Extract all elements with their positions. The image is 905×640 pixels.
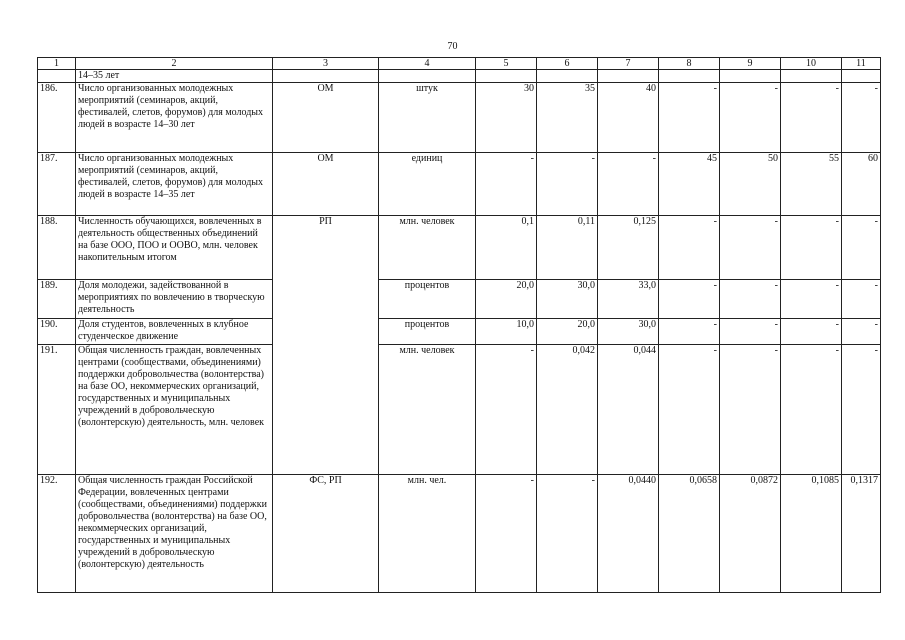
unit-cell: млн. человек [379, 345, 476, 475]
value-cell [720, 70, 781, 83]
value-cell: - [842, 319, 881, 345]
page-number: 70 [447, 41, 458, 52]
table-row [38, 70, 881, 83]
unit-cell: процентов [379, 280, 476, 319]
value-cell: 10,0 [476, 319, 537, 345]
source-cell: РП [273, 216, 379, 280]
value-cell: 35 [537, 83, 598, 153]
indicator-name: Доля молодежи, задействованной в мероприятиях по вовлечению в творческую деятельность [76, 280, 273, 319]
row-number: 192. [38, 475, 76, 593]
source-cell [273, 70, 379, 83]
value-cell: 55 [781, 153, 842, 216]
value-cell: - [476, 475, 537, 593]
value-cell: - [659, 345, 720, 475]
value-cell: - [781, 319, 842, 345]
value-cell: 20,0 [476, 280, 537, 319]
value-cell: 0,0658 [659, 475, 720, 593]
unit-cell: штук [379, 83, 476, 153]
header-cell: 4 [379, 58, 476, 70]
indicator-name: Число организованных молодежных мероприятий (семинаров, акций, фестивалей, слетов, форумов) для молодых людей в возрасте 14–35 лет [76, 153, 273, 216]
unit-cell: млн. человек [379, 216, 476, 280]
table-row [38, 319, 881, 345]
source-cell [273, 280, 379, 319]
indicator-name: Общая численность граждан Российской Федерации, вовлеченных центрами (сообществами, объединениями) поддержки добровольчества (волонтерства) на базе ОО, некоммерческих организаций, государственных и муниципальных учреждений в добровольческую (волонтерскую) деятельность [76, 475, 273, 593]
table-row [38, 475, 881, 593]
table-row [38, 216, 881, 280]
value-cell: - [842, 216, 881, 280]
row-number: 186. [38, 83, 76, 153]
header-row [38, 58, 881, 70]
header-cell: 11 [842, 58, 881, 70]
indicator-name: Доля студентов, вовлеченных в клубное студенческое движение [76, 319, 273, 345]
value-cell: - [781, 83, 842, 153]
value-cell [842, 70, 881, 83]
header-cell: 3 [273, 58, 379, 70]
table-row [38, 345, 881, 475]
header-cell: 7 [598, 58, 659, 70]
value-cell: - [537, 153, 598, 216]
value-cell: 30 [476, 83, 537, 153]
value-cell: - [659, 216, 720, 280]
value-cell: - [720, 345, 781, 475]
value-cell: - [659, 280, 720, 319]
value-cell: - [842, 83, 881, 153]
value-cell: 30,0 [598, 319, 659, 345]
value-cell: - [598, 153, 659, 216]
value-cell [537, 70, 598, 83]
source-cell [273, 319, 379, 345]
unit-cell: млн. чел. [379, 475, 476, 593]
indicators-table [37, 57, 881, 593]
value-cell: - [842, 345, 881, 475]
value-cell [781, 70, 842, 83]
value-cell: 0,1085 [781, 475, 842, 593]
indicator-name: Численность обучающихся, вовлеченных в деятельность общественных объединений на базе ООО, ПОО и ООВО, млн. человек накопительным итогом [76, 216, 273, 280]
value-cell: 0,044 [598, 345, 659, 475]
header-cell: 5 [476, 58, 537, 70]
value-cell: 33,0 [598, 280, 659, 319]
header-cell: 10 [781, 58, 842, 70]
value-cell [476, 70, 537, 83]
unit-cell [379, 70, 476, 83]
indicator-name: 14–35 лет [76, 70, 273, 83]
value-cell: 50 [720, 153, 781, 216]
source-cell: ОМ [273, 153, 379, 216]
value-cell: 0,1 [476, 216, 537, 280]
value-cell: 0,11 [537, 216, 598, 280]
value-cell: - [659, 83, 720, 153]
table-row [38, 153, 881, 216]
value-cell: 0,042 [537, 345, 598, 475]
table-row [38, 83, 881, 153]
header-cell: 9 [720, 58, 781, 70]
value-cell: - [720, 280, 781, 319]
header-cell: 8 [659, 58, 720, 70]
value-cell: 45 [659, 153, 720, 216]
table-row [38, 280, 881, 319]
value-cell: - [537, 475, 598, 593]
source-cell: ОМ [273, 83, 379, 153]
value-cell: 0,0440 [598, 475, 659, 593]
unit-cell: процентов [379, 319, 476, 345]
header-cell: 6 [537, 58, 598, 70]
header-cell: 1 [38, 58, 76, 70]
value-cell: - [659, 319, 720, 345]
value-cell: - [476, 345, 537, 475]
row-number: 187. [38, 153, 76, 216]
indicator-name: Число организованных молодежных мероприятий (семинаров, акций, фестивалей, слетов, форумов) для молодых людей в возрасте 14–30 лет [76, 83, 273, 153]
unit-cell: единиц [379, 153, 476, 216]
value-cell: - [781, 280, 842, 319]
indicator-name: Общая численность граждан, вовлеченных центрами (сообществами, объединениями) поддержки добровольчества (волонтерства) на базе ОО, некоммерческих организаций, государственных и муниципальных учреждений в добровольческую (волонтерскую) деятельность, млн. человек [76, 345, 273, 475]
value-cell [598, 70, 659, 83]
value-cell: - [720, 319, 781, 345]
value-cell: 20,0 [537, 319, 598, 345]
value-cell: 30,0 [537, 280, 598, 319]
row-number: 188. [38, 216, 76, 280]
value-cell: - [720, 216, 781, 280]
value-cell: - [842, 280, 881, 319]
value-cell: - [781, 345, 842, 475]
value-cell: - [781, 216, 842, 280]
value-cell: - [476, 153, 537, 216]
value-cell: 0,1317 [842, 475, 881, 593]
value-cell: 60 [842, 153, 881, 216]
row-number: 191. [38, 345, 76, 475]
value-cell: - [720, 83, 781, 153]
source-cell [273, 345, 379, 475]
value-cell: 0,0872 [720, 475, 781, 593]
value-cell: 0,125 [598, 216, 659, 280]
row-number: 190. [38, 319, 76, 345]
row-number [38, 70, 76, 83]
source-cell: ФС, РП [273, 475, 379, 593]
value-cell: 40 [598, 83, 659, 153]
row-number: 189. [38, 280, 76, 319]
value-cell [659, 70, 720, 83]
header-cell: 2 [76, 58, 273, 70]
